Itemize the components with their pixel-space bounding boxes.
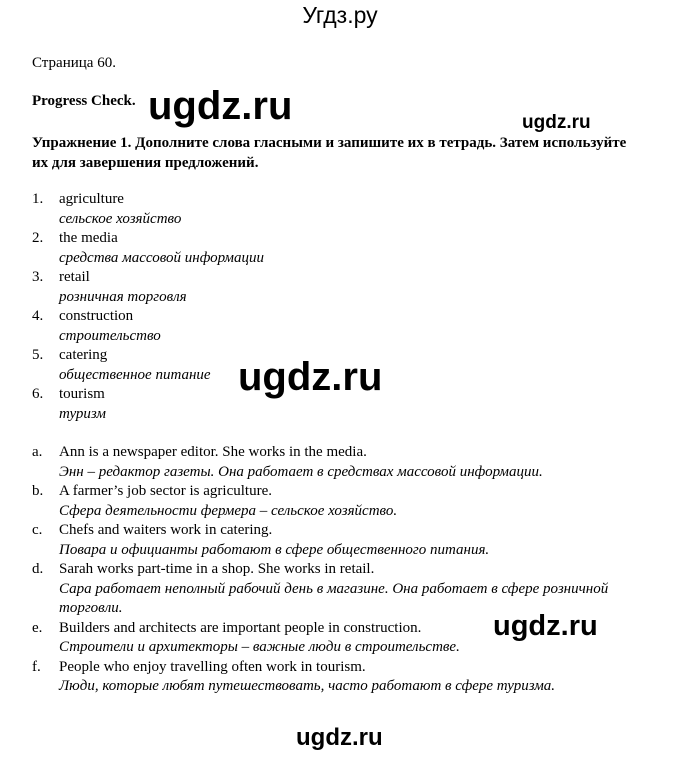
item-number: 5.: [32, 347, 44, 363]
watermark: ugdz.ru: [238, 355, 383, 399]
item-letter: a.: [32, 444, 43, 460]
list-item: [32, 307, 649, 346]
list-item: [32, 268, 649, 307]
russian-translation: средства массовой информации: [59, 249, 264, 266]
page-label: Страница 60.: [32, 55, 116, 71]
english-word: the media: [59, 230, 118, 246]
english-word: catering: [59, 347, 108, 363]
site-title: Угдз.ру: [302, 2, 378, 28]
english-sentence: Sarah works part-time in a shop. She works in retail.: [59, 561, 375, 577]
list-item: [32, 190, 649, 229]
russian-translation: строительство: [59, 327, 161, 344]
english-word: agriculture: [59, 191, 124, 207]
russian-translation: Энн – редактор газеты. Она работает в средствах массовой информации.: [59, 463, 543, 480]
russian-translation: сельское хозяйство: [59, 210, 182, 227]
sentence-list: [32, 443, 649, 697]
list-item: [32, 658, 649, 697]
watermark: ugdz.ru: [522, 112, 591, 133]
item-number: 1.: [32, 191, 44, 207]
russian-translation: розничная торговля: [59, 288, 187, 305]
english-word: construction: [59, 308, 134, 324]
english-word: tourism: [59, 386, 105, 402]
item-number: 2.: [32, 230, 44, 246]
item-number: 3.: [32, 269, 44, 285]
english-word: retail: [59, 269, 90, 285]
russian-translation: Строители и архитекторы – важные люди в строительстве.: [59, 639, 460, 655]
watermark: ugdz.ru: [296, 724, 383, 751]
english-sentence: Chefs and waiters work in catering.: [59, 522, 273, 538]
list-item: [32, 521, 649, 560]
exercise-instruction: Упражнение 1. Дополните слова гласными и запишите их в тетрадь. Затем используйте их для завершения предложений.: [32, 135, 627, 171]
item-letter: e.: [32, 619, 43, 636]
item-letter: c.: [32, 522, 43, 538]
list-item: [32, 482, 649, 521]
russian-translation: Сара работает неполный рабочий день в магазине. Она работает в сфере розничной торговли.: [59, 580, 609, 616]
item-letter: b.: [32, 483, 44, 499]
russian-translation: Люди, которые любят путешествовать, часто работают в сфере туризма.: [59, 678, 556, 694]
item-number: 6.: [32, 386, 44, 402]
english-sentence: A farmer’s job sector is agriculture.: [59, 483, 272, 499]
russian-translation: Сфера деятельности фермера – сельское хозяйство.: [59, 502, 398, 519]
section-title: Progress Check.: [32, 93, 136, 109]
russian-translation: общественное питание: [59, 366, 211, 383]
english-sentence: Ann is a newspaper editor. She works in the media.: [59, 444, 367, 460]
watermark: ugdz.ru: [493, 610, 598, 642]
item-letter: f.: [32, 658, 41, 675]
list-item: [32, 229, 649, 268]
russian-translation: туризм: [59, 405, 106, 422]
english-sentence: People who enjoy travelling often work in tourism.: [59, 658, 366, 675]
english-sentence: Builders and architects are important people in construction.: [59, 619, 422, 636]
item-letter: d.: [32, 561, 44, 577]
list-item: [32, 443, 649, 482]
item-number: 4.: [32, 308, 44, 324]
russian-translation: Повара и официанты работают в сфере общественного питания.: [59, 541, 490, 558]
watermark: ugdz.ru: [148, 84, 293, 128]
